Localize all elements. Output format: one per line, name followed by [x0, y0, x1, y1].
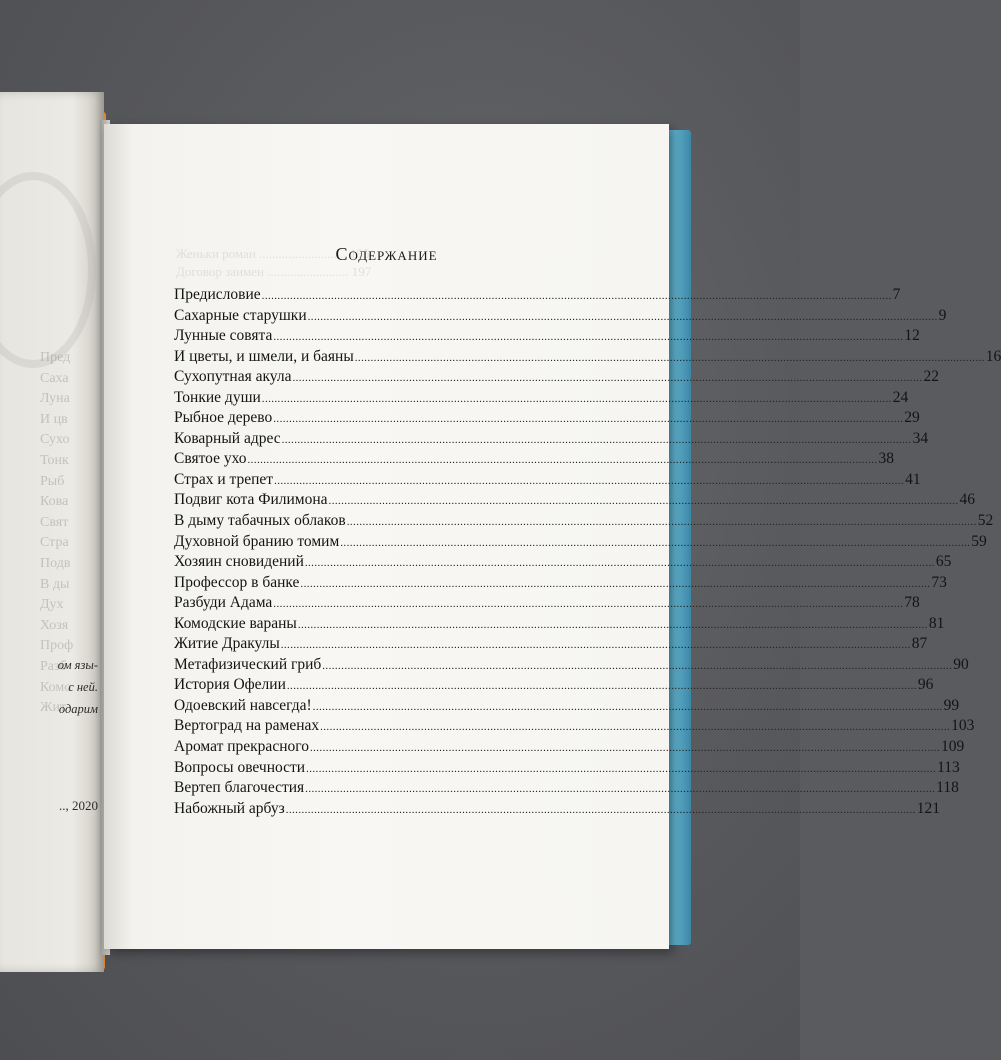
left-page: [0, 92, 104, 972]
dot-leader: ........................................................................................................................................................................................................: [297, 618, 928, 631]
dot-leader: ........................................................................................................................................................................................................: [320, 721, 951, 734]
dot-leader: ........................................................................................................................................................................................................: [285, 803, 916, 816]
dot-leader: ........................................................................................................................................................................................................: [322, 659, 953, 672]
left-page-fragment: ом язы-: [57, 658, 98, 672]
toc-entry: [174, 511, 994, 532]
dot-leader: ........................................................................................................................................................................................................: [247, 454, 878, 467]
toc-entry: [174, 490, 976, 511]
toc-entry-title: Вопросы овечности: [174, 758, 306, 776]
dot-leader: ........................................................................................................................................................................................................: [286, 680, 917, 693]
toc-entry-page: 16: [985, 347, 1001, 365]
toc-entry-title: Святое ухо: [174, 450, 247, 468]
dot-leader: ........................................................................................................................................................................................................: [309, 742, 940, 755]
toc-entry-page: 81: [928, 614, 945, 632]
toc-entry-page: 113: [937, 758, 960, 776]
left-page-fragment: с ней.: [68, 680, 98, 694]
toc-entry: [174, 696, 960, 717]
toc-entry-title: Страх и трепет: [174, 470, 274, 488]
toc-entry-title: Коварный адрес: [174, 429, 281, 447]
toc-entry: [174, 573, 947, 594]
toc-entry-page: 9: [938, 306, 947, 324]
dot-leader: ........................................................................................................................................................................................................: [328, 495, 959, 508]
dot-leader: ........................................................................................................................................................................................................: [273, 413, 904, 426]
bleed-through-text: Женьки роман ........................... 155 Договор заимен ......................... 197: [176, 246, 372, 279]
toc-entry: [174, 634, 928, 655]
toc-entry-title: Комодские вараны: [174, 614, 297, 632]
toc-entry: [174, 799, 940, 820]
dot-leader: ........................................................................................................................................................................................................: [346, 516, 977, 529]
toc-entry-page: 103: [951, 717, 975, 735]
toc-entry-title: В дыму табачных облаков: [174, 512, 346, 530]
toc-entry: [174, 655, 969, 676]
toc-entry: [174, 778, 959, 799]
toc-entry-page: 34: [912, 429, 929, 447]
toc-entry-page: 46: [959, 491, 976, 509]
table-of-contents: [174, 285, 1001, 819]
bleed-through-text: Пред Саха Луна И цв Сухо Тонк Рыб Кова Свят Стра Подв В ды Дух Хозя Проф Разб Комо Жит: [40, 350, 74, 716]
toc-entry-title: Профессор в банке: [174, 573, 300, 591]
toc-entry: [174, 614, 945, 635]
toc-entry-page: 38: [878, 450, 895, 468]
toc-entry-page: 41: [905, 470, 921, 488]
dot-leader: ........................................................................................................................................................................................................: [304, 557, 935, 570]
toc-entry: [174, 716, 975, 737]
toc-entry-page: 109: [940, 738, 965, 756]
toc-entry-title: Житие Дракулы: [174, 635, 280, 653]
toc-entry-title: Разбуди Адама: [174, 594, 273, 612]
toc-entry-page: 59: [971, 532, 987, 550]
toc-entry-title: Тонкие души: [174, 388, 261, 406]
toc-entry-page: 52: [977, 512, 994, 530]
dot-leader: ........................................................................................................................................................................................................: [261, 392, 892, 405]
toc-entry: [174, 347, 1001, 368]
toc-entry-page: 7: [892, 286, 901, 303]
toc-entry-title: Набожный арбуз: [174, 799, 285, 817]
toc-entry-title: Вертеп благочестия: [174, 779, 305, 797]
contents-page: [104, 124, 1001, 949]
dot-leader: ........................................................................................................................................................................................................: [312, 700, 943, 713]
toc-entry-page: 12: [904, 327, 920, 345]
toc-entry-title: Вертоград на раменах: [174, 717, 320, 735]
toc-entry-title: Сахарные старушки: [174, 306, 307, 324]
toc-entry-title: История Офелии: [174, 676, 286, 694]
toc-entry-page: 96: [917, 676, 934, 694]
dot-leader: ........................................................................................................................................................................................................: [340, 536, 971, 549]
dot-leader: ........................................................................................................................................................................................................: [273, 331, 904, 344]
toc-entry: [174, 429, 929, 450]
toc-entry-page: 65: [935, 553, 952, 571]
toc-entry-title: Рыбное дерево: [174, 409, 273, 427]
toc-entry-page: 118: [936, 779, 959, 797]
toc-entry-title: Одоевский навсегда!: [174, 696, 312, 714]
toc-entry-title: Предисловие: [174, 286, 261, 303]
toc-entry: [174, 532, 987, 553]
toc-entry-page: 29: [904, 409, 920, 427]
toc-entry: [174, 593, 920, 614]
toc-entry-title: Духовной бранию томим: [174, 532, 340, 550]
toc-entry-title: Лунные совята: [174, 327, 273, 345]
dot-leader: ........................................................................................................................................................................................................: [273, 598, 904, 611]
dot-leader: ........................................................................................................................................................................................................: [307, 310, 938, 323]
dot-leader: ........................................................................................................................................................................................................: [354, 351, 985, 364]
left-page-fragment: одарим: [58, 702, 98, 716]
toc-entry: [174, 408, 920, 429]
dot-leader: ........................................................................................................................................................................................................: [292, 372, 923, 385]
toc-entry-title: Сухопутная акула: [174, 368, 292, 386]
toc-entry: [174, 306, 947, 327]
toc-entry-page: 78: [904, 594, 920, 612]
dot-leader: ........................................................................................................................................................................................................: [280, 639, 911, 652]
toc-entry-page: 87: [911, 635, 928, 653]
toc-entry: [174, 470, 921, 491]
dot-leader: ........................................................................................................................................................................................................: [274, 474, 905, 487]
bleed-through-illustration: [0, 172, 96, 368]
toc-entry: [174, 285, 901, 306]
page-title: Содержание: [335, 244, 438, 264]
toc-entry-title: Аромат прекрасного: [174, 738, 309, 756]
toc-entry: [174, 388, 909, 409]
toc-entry-title: И цветы, и шмели, и баяны: [174, 347, 354, 365]
left-page-fragment: .., 2020: [59, 798, 98, 813]
dot-leader: ........................................................................................................................................................................................................: [300, 577, 931, 590]
toc-entry-page: 90: [953, 655, 969, 673]
toc-entry-page: 22: [923, 368, 939, 386]
toc-entry-title: Хозяин сновидений: [174, 553, 304, 571]
toc-entry: [174, 737, 965, 758]
toc-entry-page: 73: [931, 573, 947, 591]
toc-entry: [174, 675, 934, 696]
toc-entry: [174, 552, 952, 573]
toc-entry-title: Подвиг кота Филимона: [174, 491, 328, 509]
toc-entry-page: 24: [892, 388, 909, 406]
dot-leader: ........................................................................................................................................................................................................: [261, 290, 892, 302]
toc-entry: [174, 449, 895, 470]
dot-leader: ........................................................................................................................................................................................................: [281, 433, 912, 446]
toc-entry-page: 99: [943, 696, 960, 714]
dot-leader: ........................................................................................................................................................................................................: [305, 783, 936, 796]
dot-leader: ........................................................................................................................................................................................................: [306, 762, 937, 775]
toc-entry-title: Метафизический гриб: [174, 655, 322, 673]
toc-entry: [174, 367, 939, 388]
toc-entry-page: 121: [916, 799, 940, 817]
toc-entry: [174, 758, 960, 779]
toc-entry: [174, 326, 920, 347]
